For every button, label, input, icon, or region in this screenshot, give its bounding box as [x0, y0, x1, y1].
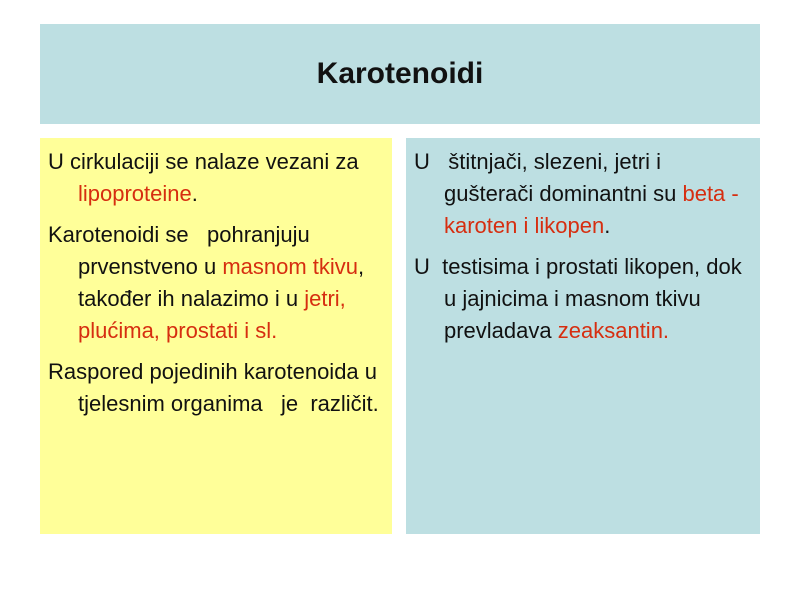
left-paragraph-3: [48, 356, 386, 420]
text: U testisima i prostati likopen, dok u jajnicima i masnom tkivu prevladava: [414, 254, 748, 343]
right-paragraph-1: [414, 146, 754, 242]
slide-title: Karotenoidi: [316, 57, 484, 90]
highlight-beta-karoten: beta - karoten i likopen: [444, 181, 745, 238]
text: .: [604, 213, 611, 238]
left-panel: [40, 138, 392, 534]
left-paragraph-2: [48, 219, 386, 347]
right-panel: [406, 138, 760, 534]
text: U štitnjači, slezeni, jetri i gušterači dominantni su: [414, 149, 683, 206]
highlight-masnom-tkivu: masnom tkivu: [222, 254, 359, 279]
highlight-lipoproteine: lipoproteine: [78, 181, 192, 206]
text: .: [191, 181, 198, 206]
highlight-zeaksantin: zeaksantin.: [557, 318, 670, 343]
left-paragraph-1: [48, 146, 386, 210]
text: Raspored pojedinih karotenoida u tjelesnim organima je različit.: [48, 359, 384, 416]
title-bar: [40, 24, 760, 124]
right-paragraph-2: [414, 251, 754, 347]
text: , također ih nalazimo i u: [78, 254, 377, 311]
highlight-organs: jetri, plućima, prostati i sl.: [78, 286, 352, 343]
text: U cirkulaciji se nalaze vezani za: [48, 149, 365, 174]
text: Karotenoidi se pohranjuju prvenstveno u: [48, 222, 316, 279]
